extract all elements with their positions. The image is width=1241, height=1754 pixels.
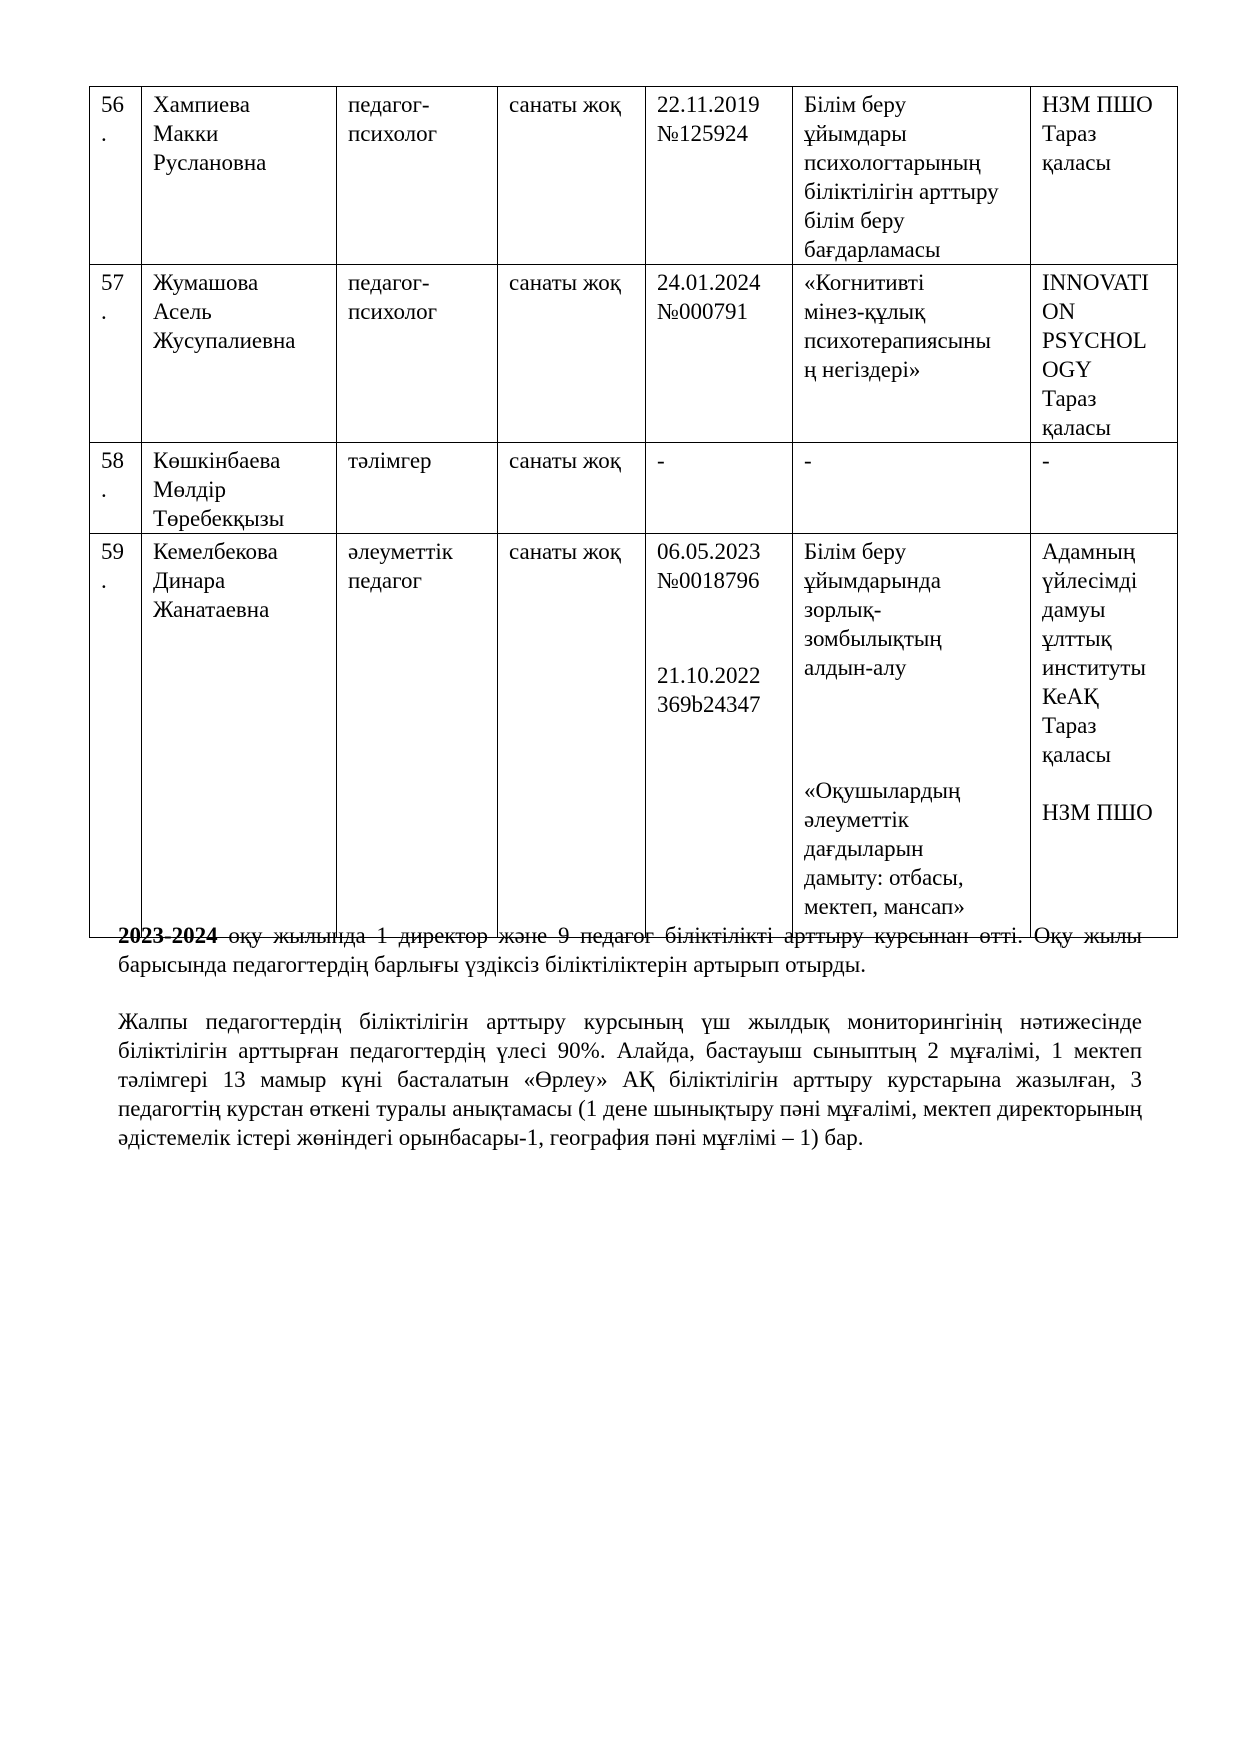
row-number: 59 . — [101, 539, 124, 593]
certificate-cell — [646, 534, 793, 938]
certificate-cell — [646, 443, 793, 534]
course-title: «Когнитивті мінез-құлық психотерапиясыны ң негіздері» — [804, 270, 991, 382]
course-organization: Адамның үйлесімді дамуы ұлттық институты КеАҚ Тараз қаласы — [1042, 539, 1146, 767]
name-cell — [142, 534, 337, 938]
row-number: 56 . — [101, 92, 124, 146]
teacher-category: санаты жоқ — [509, 448, 621, 473]
certificate-cell — [646, 87, 793, 265]
summary-text: оқу жылында 1 директор және 9 педагог біліктілікті арттыру курсынан өтті. Оқу жылы барысында педагогтердің барлығы үздіксіз біліктіліктерін артырып отырды. — [118, 923, 1142, 977]
organization-cell — [1031, 443, 1178, 534]
monitoring-paragraph — [118, 1007, 1142, 1152]
course-organization: INNOVATI ON PSYCHOL OGY Тараз қаласы — [1042, 270, 1149, 440]
spacer — [1042, 769, 1167, 798]
course-organization: НЗМ ПШО — [1042, 800, 1153, 825]
row-number-cell — [90, 265, 142, 443]
course-cell — [793, 87, 1031, 265]
course-cell — [793, 265, 1031, 443]
spacer — [657, 595, 782, 661]
course-title: Білім беру ұйымдары психологтарының біліктілігін арттыру білім беру бағдарламасы — [804, 92, 999, 262]
course-cell — [793, 443, 1031, 534]
organization-cell — [1031, 87, 1178, 265]
summary-paragraph — [118, 921, 1142, 979]
name-cell — [142, 87, 337, 265]
staff-qualification-table — [89, 86, 1178, 938]
teacher-position: әлеуметтік педагог — [348, 539, 453, 593]
position-cell — [337, 443, 498, 534]
course-organization: НЗМ ПШО Тараз қаласы — [1042, 92, 1153, 175]
row-number: 58 . — [101, 448, 124, 502]
row-number-cell — [90, 443, 142, 534]
category-cell — [498, 87, 646, 265]
row-number-cell — [90, 534, 142, 938]
certificate-info: 24.01.2024 №000791 — [657, 270, 761, 324]
teacher-name: Хампиева Макки Руслановна — [153, 92, 267, 175]
teacher-position: педагог- психолог — [348, 92, 438, 146]
table-row — [90, 265, 1178, 443]
organization-cell — [1031, 265, 1178, 443]
name-cell — [142, 265, 337, 443]
certificate-info: 22.11.2019 №125924 — [657, 92, 760, 146]
teacher-name: Көшкінбаева Мөлдір Төребекқызы — [153, 448, 285, 531]
organization-cell — [1031, 534, 1178, 938]
teacher-category: санаты жоқ — [509, 270, 621, 295]
category-cell — [498, 534, 646, 938]
certificate-info: 21.10.2022 369b24347 — [657, 663, 761, 717]
name-cell — [142, 443, 337, 534]
teacher-name: Кемелбекова Динара Жанатаевна — [153, 539, 278, 622]
course-organization: - — [1042, 448, 1050, 473]
teacher-position: педагог- психолог — [348, 270, 438, 324]
teacher-category: санаты жоқ — [509, 92, 621, 117]
monitoring-text: Жалпы педагогтердің біліктілігін арттыру курсының үш жылдық мониторингінің нәтижесінде біліктілігін арттырған педагогтердің үлесі 90%. Алайда, бастауыш сыныптың 2 мұғалімі, 1 мектеп тәлімгері 13 мамыр күні басталатын «Өрлеу» АҚ біліктілігін арттыру курстарына жазылған, 3 педагогтің курстан өткені туралы анықтамасы (1 дене шынықтыру пәні мұғалімі, мектеп директорының әдістемелік істері жөніндегі орынбасары-1, география пәні мұғлімі – 1) бар. — [118, 1009, 1142, 1150]
course-title: «Оқушылардың әлеуметтік дағдыларын дамыту: отбасы, мектеп, мансап» — [804, 778, 965, 919]
table-row — [90, 87, 1178, 265]
row-number-cell — [90, 87, 142, 265]
certificate-info: - — [657, 448, 665, 473]
academic-year: 2023-2024 — [118, 923, 218, 948]
category-cell — [498, 265, 646, 443]
position-cell — [337, 534, 498, 938]
teacher-category: санаты жоқ — [509, 539, 621, 564]
table-row — [90, 443, 1178, 534]
teacher-name: Жумашова Асель Жусупалиевна — [153, 270, 296, 353]
course-title: Білім беру ұйымдарында зорлық- зомбылықтың алдын-алу — [804, 539, 942, 680]
position-cell — [337, 265, 498, 443]
position-cell — [337, 87, 498, 265]
spacer — [804, 682, 1020, 776]
teacher-position: тәлімгер — [348, 448, 432, 473]
certificate-cell — [646, 265, 793, 443]
row-number: 57 . — [101, 270, 124, 324]
certificate-info: 06.05.2023 №0018796 — [657, 539, 761, 593]
category-cell — [498, 443, 646, 534]
course-cell — [793, 534, 1031, 938]
table-row — [90, 534, 1178, 938]
course-title: - — [804, 448, 812, 473]
